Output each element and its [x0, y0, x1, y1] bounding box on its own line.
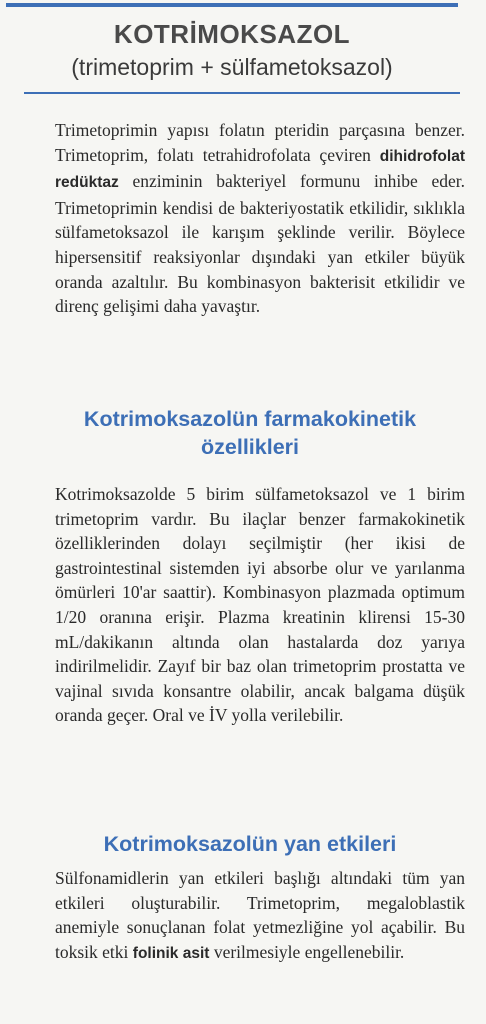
page-title: KOTRİMOKSAZOL	[113, 19, 351, 49]
intro-bold-term: dihidrofolat redüktaz	[55, 147, 465, 192]
intro-text-end: enziminin bakteriyel formunu inhibe eder. Trimetoprimin kendisi de bakteriyostatik etkilidir, sıklıkla sülfametoksazol ile karışım şeklinde verilir. Böylece hipersensitif reaksiyonlar dışındaki yan etkiler büyük oranda azaltılır. Bu kombinasyon bakterisit etkilidir ve direnç gelişimi daha yavaştır.	[55, 171, 465, 317]
page-subtitle: (trimetoprim + sülfametoksazol)	[71, 54, 393, 80]
intro-text-start: Trimetoprimin yapısı folatın pteridin parçasına benzer. Trimetoprim, folatı tetrahidrofolata çeviren	[55, 120, 465, 165]
intro-paragraph	[55, 118, 465, 319]
side-effects-text-start: Sülfonamidlerin yan etkileri başlığı altındaki tüm yan etkileri oluşturabilir. Trimetoprim, megaloblastik anemiyle sonuçlanan folat yetmezliğine yol açabilir. Bu toksik etki	[55, 868, 465, 962]
section-heading-line1: Kotrimoksazolün farmakokinetik	[83, 407, 417, 431]
title-divider	[24, 92, 460, 94]
top-accent-bar	[6, 3, 458, 7]
section-heading-pharmacokinetics	[30, 405, 470, 461]
side-effects-bold-term: folinik asit	[132, 944, 210, 962]
section-heading-side-effects: Kotrimoksazolün yan etkileri	[103, 832, 397, 856]
side-effects-text-end: verilmesiyle engellenebilir.	[209, 941, 405, 962]
section-heading-line2: özellikleri	[201, 435, 299, 459]
title-block	[6, 8, 458, 82]
side-effects-paragraph	[55, 866, 465, 966]
pharmacokinetics-paragraph: Kotrimoksazolde 5 birim sülfametoksazol ve 1 birim trimetoprim vardır. Bu ilaçlar benzer farmakokinetik özelliklerinden dolayı seçilmiştir (her ikisi de gastrointestinal sistemden iyi absorbe olur ve yarılanma ömürleri 10'ar saattir). Kombinasyon plazmada optimum 1/20 oranına erişir. Plazma kreatinin klirensi 15-30 mL/dakikanın altında olan hastalarda doz yarıya indirilmelidir. Zayıf bir baz olan trimetoprim prostatta ve vajinal sıvıda konsantre olabilir, ancak balgama düşük oranda geçer. Oral ve İV yolla verilebilir.	[55, 484, 465, 726]
